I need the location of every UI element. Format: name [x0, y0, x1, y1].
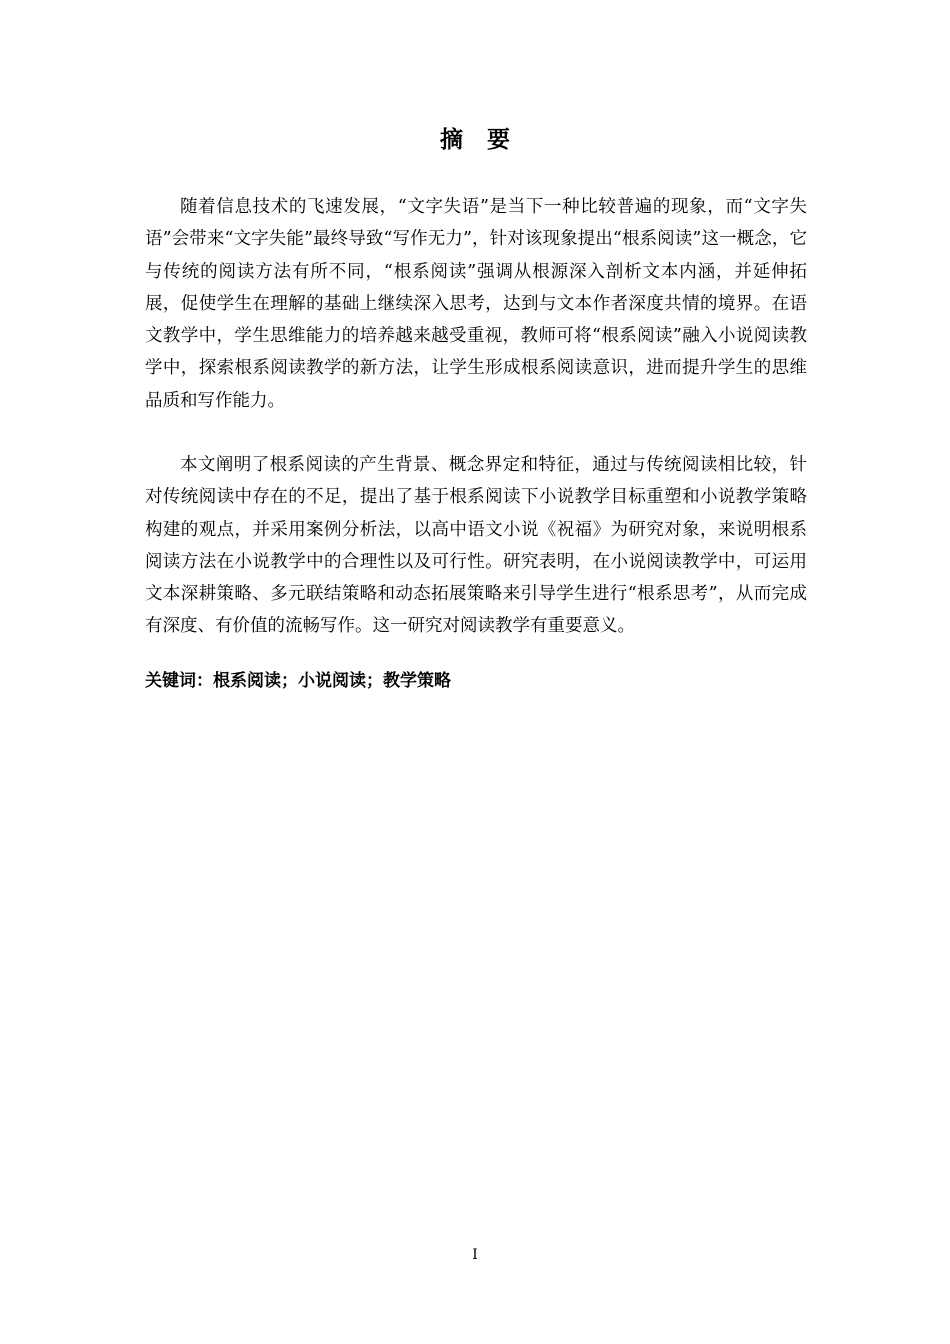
abstract-paragraph-2: 本文阐明了根系阅读的产生背景、概念界定和特征，通过与传统阅读相比较，针对传统阅读中存在的不足，提出了基于根系阅读下小说教学目标重塑和小说教学策略构建的观点，并采用案例分析法，以高中语文小说《祝福》为研究对象，来说明根系阅读方法在小说教学中的合理性以及可行性。研究表明，在小说阅读教学中，可运用文本深耕策略、多元联结策略和动态拓展策略来引导学生进行“根系思考”，从而完成有深度、有价值的流畅写作。这一研究对阅读教学有重要意义。 [145, 455, 807, 637]
page-title: 摘要 [440, 127, 534, 153]
keywords-line: 关键词：根系阅读；小说阅读；教学策略 [145, 671, 451, 691]
abstract-paragraph-1: 随着信息技术的飞速发展，“文字失语”是当下一种比较普遍的现象，而“文字失语”会带来“文字失能”最终导致“写作无力”，针对该现象提出“根系阅读”这一概念，它与传统的阅读方法有所不同，“根系阅读”强调从根源深入剖析文本内涵，并延伸拓展，促使学生在理解的基础上继续深入思考，达到与文本作者深度共情的境界。在语文教学中，学生思维能力的培养越来越受重视，教师可将“根系阅读”融入小说阅读教学中，探索根系阅读教学的新方法，让学生形成根系阅读意识，进而提升学生的思维品质和写作能力。 [145, 197, 807, 411]
page-number: I [472, 1247, 478, 1263]
